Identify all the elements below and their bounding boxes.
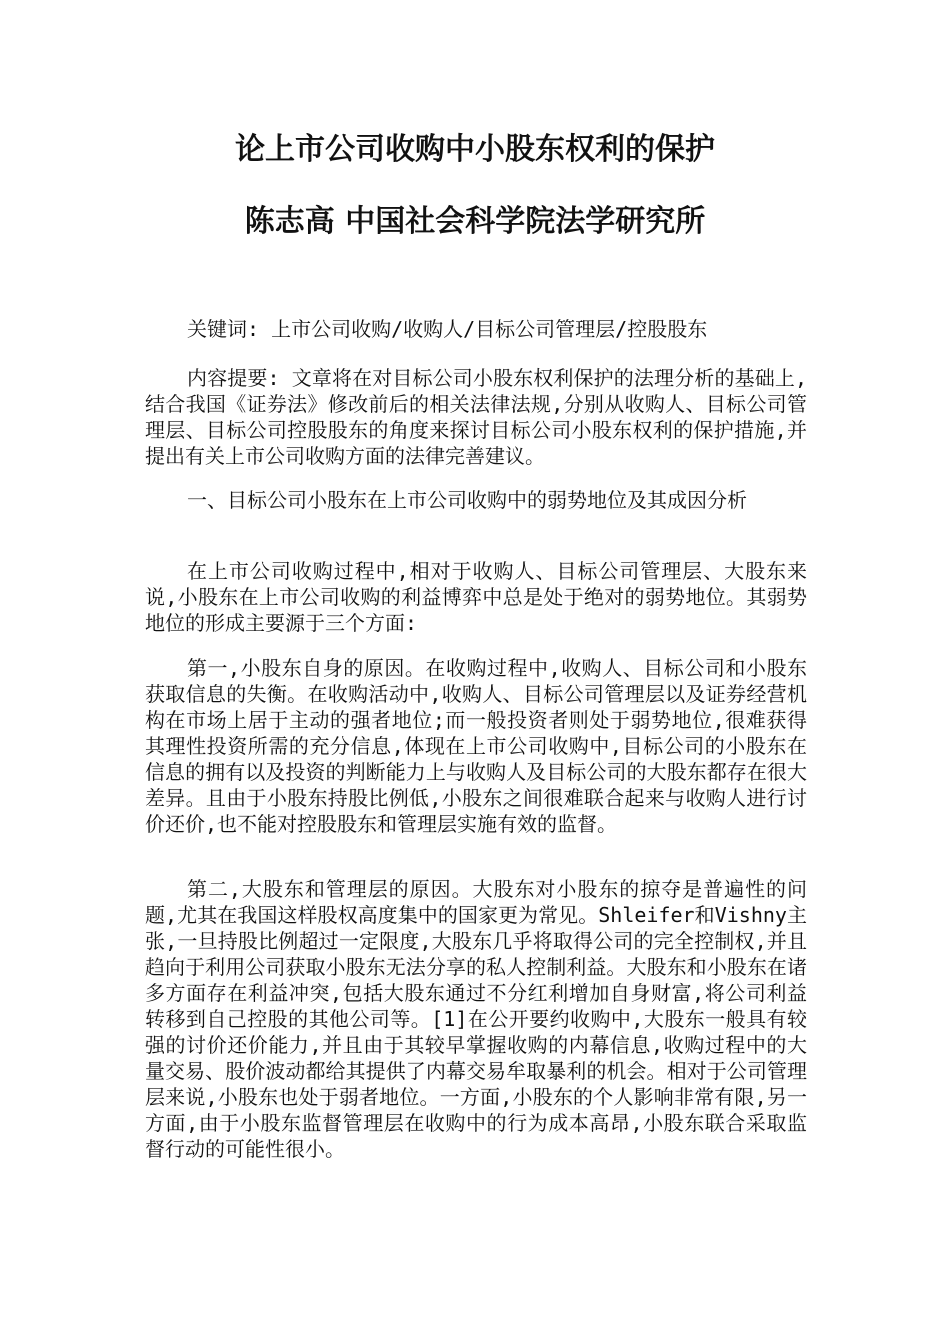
keywords-paragraph: 关键词: 上市公司收购/收购人/目标公司管理层/控股股东 [187,317,708,341]
section-heading: 一、目标公司小股东在上市公司收购中的弱势地位及其成因分析 [187,488,747,512]
author-affiliation: 陈志高 中国社会科学院法学研究所 [244,204,706,239]
abstract-paragraph: 内容提要: 文章将在对目标公司小股东权利保护的法理分析的基础上,结合我国《证券法》修改前后的相关法律法规,分别从收购人、目标公司管理层、目标公司控股股东的角度来探讨目标公司小股东权利的保护措施,并提出有关上市公司收购方面的法律完善建议。 [145,366,807,468]
body-paragraph: 第二,大股东和管理层的原因。大股东对小股东的掠夺是普遍性的问题,尤其在我国这样股权高度集中的国家更为常见。Shleifer和Vishny主张,一旦持股比例超过一定限度,大股东几乎将取得公司的完全控制权,并且趋向于利用公司获取小股东无法分享的私人控制利益。大股东和小股东在诸多方面存在利益冲突,包括大股东通过不分红利增加自身财富,将公司利益转移到自己控股的其他公司等。[1]在公开要约收购中,大股东一般具有较强的讨价还价能力,并且由于其较早掌握收购的内幕信息,收购过程中的大量交易、股价波动都给其提供了内幕交易牟取暴利的机会。相对于公司管理层来说,小股东也处于弱者地位。一方面,小股东的个人影响非常有限,另一方面,由于小股东监督管理层在收购中的行为成本高昂,小股东联合采取监督行动的可能性很小。 [145,877,807,1161]
document-title: 论上市公司收购中小股东权利的保护 [235,132,715,167]
body-paragraph: 第一,小股东自身的原因。在收购过程中,收购人、目标公司和小股东获取信息的失衡。在收购活动中,收购人、目标公司管理层以及证券经营机构在市场上居于主动的强者地位;而一般投资者则处于弱势地位,很难获得其理性投资所需的充分信息,体现在上市公司收购中,目标公司的小股东在信息的拥有以及投资的判断能力上与收购人及目标公司的大股东都存在很大差异。且由于小股东持股比例低,小股东之间很难联合起来与收购人进行讨价还价,也不能对控股股东和管理层实施有效的监督。 [145,656,807,836]
body-paragraph: 在上市公司收购过程中,相对于收购人、目标公司管理层、大股东来说,小股东在上市公司收购的利益博弈中总是处于绝对的弱势地位。其弱势地位的形成主要源于三个方面: [145,559,807,635]
